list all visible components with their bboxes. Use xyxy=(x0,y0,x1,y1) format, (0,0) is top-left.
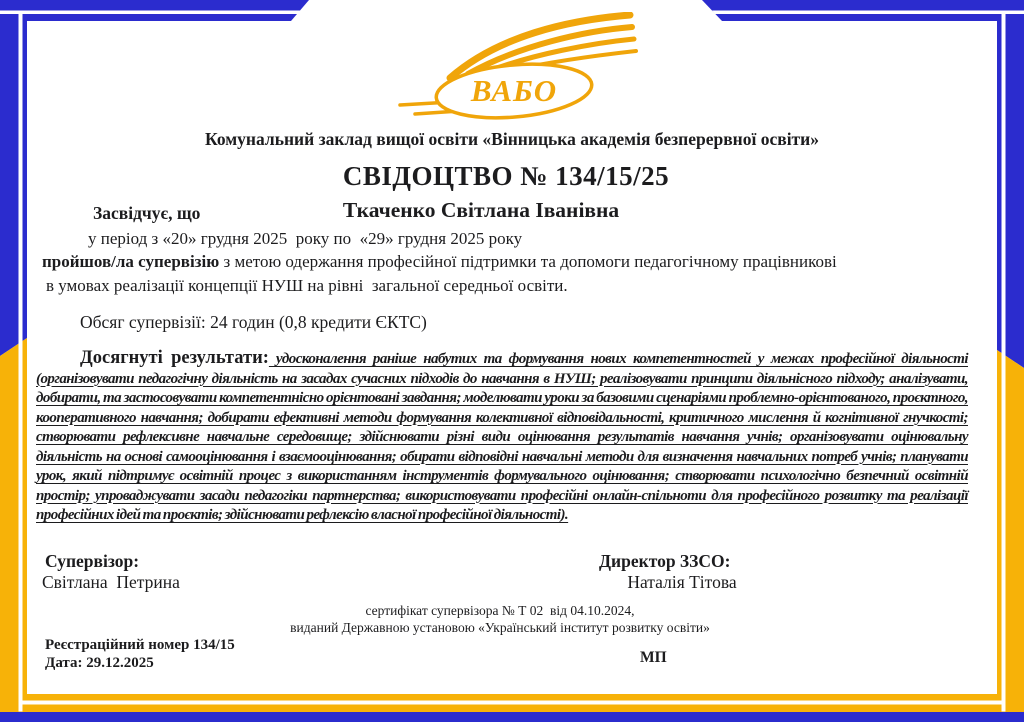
frame-right-yellow xyxy=(997,350,1024,714)
results-label: Досягнуті результати: xyxy=(80,348,269,368)
vabo-logo xyxy=(388,12,640,130)
results-paragraph xyxy=(36,349,968,526)
frame-rule-top-right xyxy=(712,11,1024,15)
supervisor-label: Супервізор: xyxy=(45,551,140,571)
registration-number: Реєстраційний номер 134/15 xyxy=(45,637,235,653)
frame-bottom-blue-strip xyxy=(0,712,1024,722)
passed-rest: з метою одержання професійної підтримки та допомоги педагогічному працівникові xyxy=(219,252,837,271)
certify-label: Засвідчує, що xyxy=(93,203,201,223)
director-label: Директор ЗЗСО: xyxy=(599,551,731,571)
frame-left-yellow xyxy=(0,338,27,714)
passed-line xyxy=(42,252,837,272)
volume-line: Обсяг супервізії: 24 годин (0,8 кредити ЄКТС) xyxy=(80,312,427,332)
nush-line: в умовах реалізації концепції НУШ на рівні загальної середньої освіти. xyxy=(46,276,568,295)
passed-bold: пройшов/ла супервізію xyxy=(42,252,220,271)
frame-rule-top-left xyxy=(0,11,301,15)
recipient-name: Ткаченко Світлана Іванівна xyxy=(342,198,620,222)
vabo-logo-icon xyxy=(388,12,640,130)
stamp-placeholder: МП xyxy=(640,649,667,666)
logo-text: ВАБО xyxy=(470,73,558,108)
frame-bottom-yellow-band xyxy=(0,694,1024,714)
issue-date: Дата: 29.12.2025 xyxy=(45,655,154,671)
results-text: удосконалення раніше набутих та формування нових компетентностей у межах професійної діяльності (організовувати педагогічну діяльність на засадах сучасних підходів до навчання в НУШ; реалізовувати принципи діяльнісного підходу; аналізувати, добирати, та застосовувати компетентнісно орієнтовані завдання; моделювати уроки за базовими сценаріями проблемно-орієнтованого, проєктного, кооперативного навчання; добирати ефективні методи формування колективної відповідальності, критичного мислення й когнітивної гнучкості; створювати рефлексивне навчальне середовище; здійснювати різні види оцінювання результатів навчання учнів; організовувати оцінювальну діяльність на основі самооцінювання і взаємооцінювання; обирати відповідні навчальні методи для визначення навчальних потреб учнів; планувати урок, який підтримує освітній процес з використанням інструментів формувального оцінювання; створювати психологічно безпечний освітній простір; упроваджувати засади педагогіки партнерства; використовувати професійні онлайн-спільноти для професійного розвитку та реалізації професійних ідей та проєктів; здійснювати рефлексію власної професійної діяльності). xyxy=(36,351,968,523)
frame-top-right-band xyxy=(702,0,1024,21)
frame-rule-bottom xyxy=(19,701,1006,705)
supervisor-name: Світлана Петрина xyxy=(42,572,180,592)
certificate-title: СВІДОЦТВО № 134/15/25 xyxy=(342,161,670,191)
institution-name: Комунальний заклад вищої освіти «Вінницька академія безперервної освіти» xyxy=(205,129,819,149)
director-name: Наталія Тітова xyxy=(627,572,737,592)
frame-rule-right xyxy=(1002,11,1006,712)
period-line: у період з «20» грудня 2025 року по «29» грудня 2025 року xyxy=(88,229,523,248)
supervisor-certificate-line2: виданий Державною установою «Український інститут розвитку освіти» xyxy=(290,620,710,635)
frame-top-left-band xyxy=(0,0,309,21)
supervisor-certificate-line1: сертифікат супервізора № Т 02 від 04.10.2024, xyxy=(365,603,635,618)
